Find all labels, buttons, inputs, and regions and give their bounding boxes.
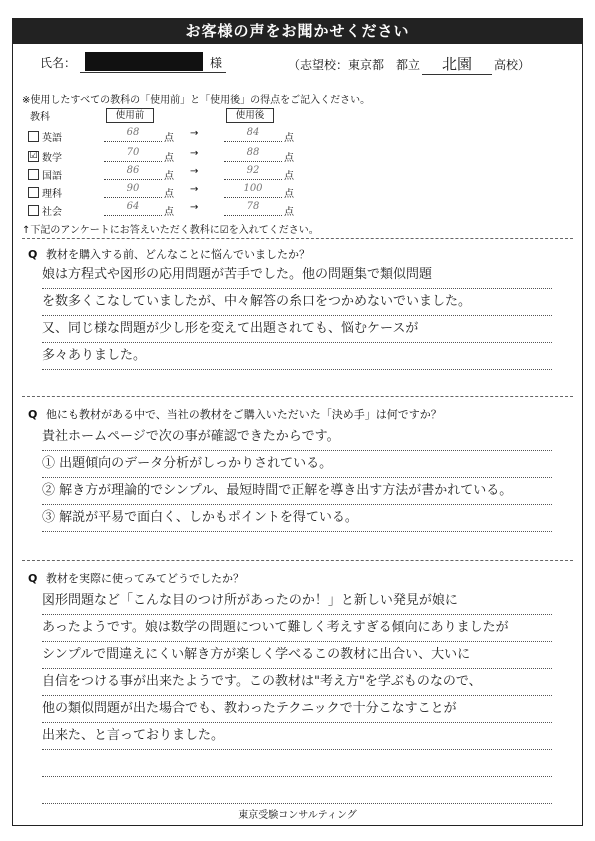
score-row: [28, 166, 328, 184]
answer-line[interactable]: 又、同じ様な問題が少し形を変えて出題されても、悩むケースが: [42, 316, 552, 343]
answer-line[interactable]: 多々ありました。: [42, 343, 552, 370]
score-row: [28, 184, 328, 202]
answer-line[interactable]: 貴社ホームページで次の事が確認できたからです。: [42, 424, 552, 451]
school-name-handwritten: 北園: [422, 53, 492, 75]
subject-label: 英語: [42, 133, 62, 144]
school-field: [288, 53, 530, 75]
question-2: [28, 406, 442, 422]
subject-label: 理科: [42, 189, 62, 200]
point-label: 点: [284, 207, 294, 218]
answer-line[interactable]: ③ 解説が平易で面白く、しかもポイントを得ている。: [42, 505, 552, 532]
point-label: 点: [284, 171, 294, 182]
question-mark: Q: [28, 572, 38, 585]
score-before[interactable]: 64: [104, 201, 162, 216]
score-after[interactable]: 92: [224, 165, 282, 180]
question-3: [28, 570, 244, 586]
score-before[interactable]: 70: [104, 147, 162, 162]
point-label: 点: [164, 189, 174, 200]
answer-line[interactable]: あったようです。娘は数学の問題について難しく考えすぎる傾向にありましたが: [42, 615, 552, 642]
point-label: 点: [284, 153, 294, 164]
answer-line[interactable]: 自信をつける事が出来たようです。この教材は"考え方"を学ぶものなので、: [42, 669, 552, 696]
score-before[interactable]: 68: [104, 127, 162, 142]
answer-line[interactable]: 他の類似問題が出た場合でも、教わったテクニックで十分こなすことが: [42, 696, 552, 723]
subject-checkbox[interactable]: [28, 205, 39, 216]
point-label: 点: [164, 207, 174, 218]
score-row: [28, 128, 328, 146]
arrow-icon: →: [190, 148, 199, 159]
section-divider: [22, 238, 573, 239]
arrow-icon: →: [190, 166, 199, 177]
question-text: 教材を実際に使ってみてどうでしたか？: [46, 572, 244, 585]
subject-checkbox[interactable]: ☑: [29, 151, 38, 161]
point-label: 点: [284, 189, 294, 200]
subject-label: 国語: [42, 171, 62, 182]
score-row: [28, 148, 328, 166]
answer-line[interactable]: を数多くこなしていましたが、中々解答の糸口をつかめないでいました。: [42, 289, 552, 316]
school-prefix: （志望校：東京都 都立: [288, 58, 421, 72]
section-divider: [22, 560, 573, 561]
subject-label: 社会: [42, 207, 62, 218]
score-after[interactable]: 84: [224, 127, 282, 142]
header-before: 使用前: [106, 108, 154, 123]
answer-line[interactable]: 娘は方程式や図形の応用問題が苦手でした。他の問題集で類似問題: [42, 262, 552, 289]
question-text: 教材を購入する前、どんなことに悩んでいましたか？: [46, 248, 310, 261]
point-label: 点: [164, 153, 174, 164]
subject-checkbox[interactable]: [28, 169, 39, 180]
answer-line[interactable]: ② 解き方が理論的でシンプル、最短時間で正解を導き出す方法が書かれている。: [42, 478, 552, 505]
name-underline: [80, 72, 226, 73]
arrow-icon: →: [190, 128, 199, 139]
score-before[interactable]: 86: [104, 165, 162, 180]
name-redaction: [85, 52, 203, 71]
question-mark: Q: [28, 248, 38, 261]
answer-line[interactable]: 出来た、と言っておりました。: [42, 723, 552, 750]
subject-check-note: ↑下記のアンケートにお答えいただく教科に☑を入れてください。: [22, 225, 319, 236]
score-before[interactable]: 90: [104, 183, 162, 198]
score-instructions: ※使用したすべての教科の「使用前」と「使用後」の得点をご記入ください。: [22, 95, 371, 106]
score-after[interactable]: 78: [224, 201, 282, 216]
answer-line[interactable]: [42, 750, 552, 777]
answer-line[interactable]: [42, 777, 552, 804]
answer-line[interactable]: シンプルで間違えにくい解き方が楽しく学べるこの教材に出合い、大いに: [42, 642, 552, 669]
question-text: 他にも教材がある中で、当社の教材をご購入いただいた「決め手」は何ですか？: [46, 408, 442, 421]
point-label: 点: [284, 133, 294, 144]
subject-label: 数学: [42, 153, 62, 164]
question-1: [28, 246, 310, 262]
answer-line[interactable]: 図形問題など「こんな目のつけ所があったのか！」と新しい発見が娘に: [42, 588, 552, 615]
question-mark: Q: [28, 408, 38, 421]
subject-checkbox[interactable]: [28, 131, 39, 142]
school-suffix: 高校）: [494, 58, 531, 72]
footer-company: 東京受験コンサルティング: [238, 810, 357, 821]
score-after[interactable]: 88: [224, 147, 282, 162]
score-after[interactable]: 100: [224, 183, 282, 198]
form-title: お客様の声をお聞かせください: [12, 18, 583, 44]
subject-checkbox[interactable]: [28, 187, 39, 198]
point-label: 点: [164, 133, 174, 144]
header-subject: 教科: [30, 112, 50, 123]
name-suffix: 様: [210, 56, 223, 70]
arrow-icon: →: [190, 202, 199, 213]
answer-line[interactable]: ① 出題傾向のデータ分析がしっかりされている。: [42, 451, 552, 478]
score-row: [28, 202, 328, 220]
section-divider: [22, 396, 573, 397]
point-label: 点: [164, 171, 174, 182]
header-after: 使用後: [226, 108, 274, 123]
name-label: 氏名：: [40, 56, 77, 70]
arrow-icon: →: [190, 184, 199, 195]
